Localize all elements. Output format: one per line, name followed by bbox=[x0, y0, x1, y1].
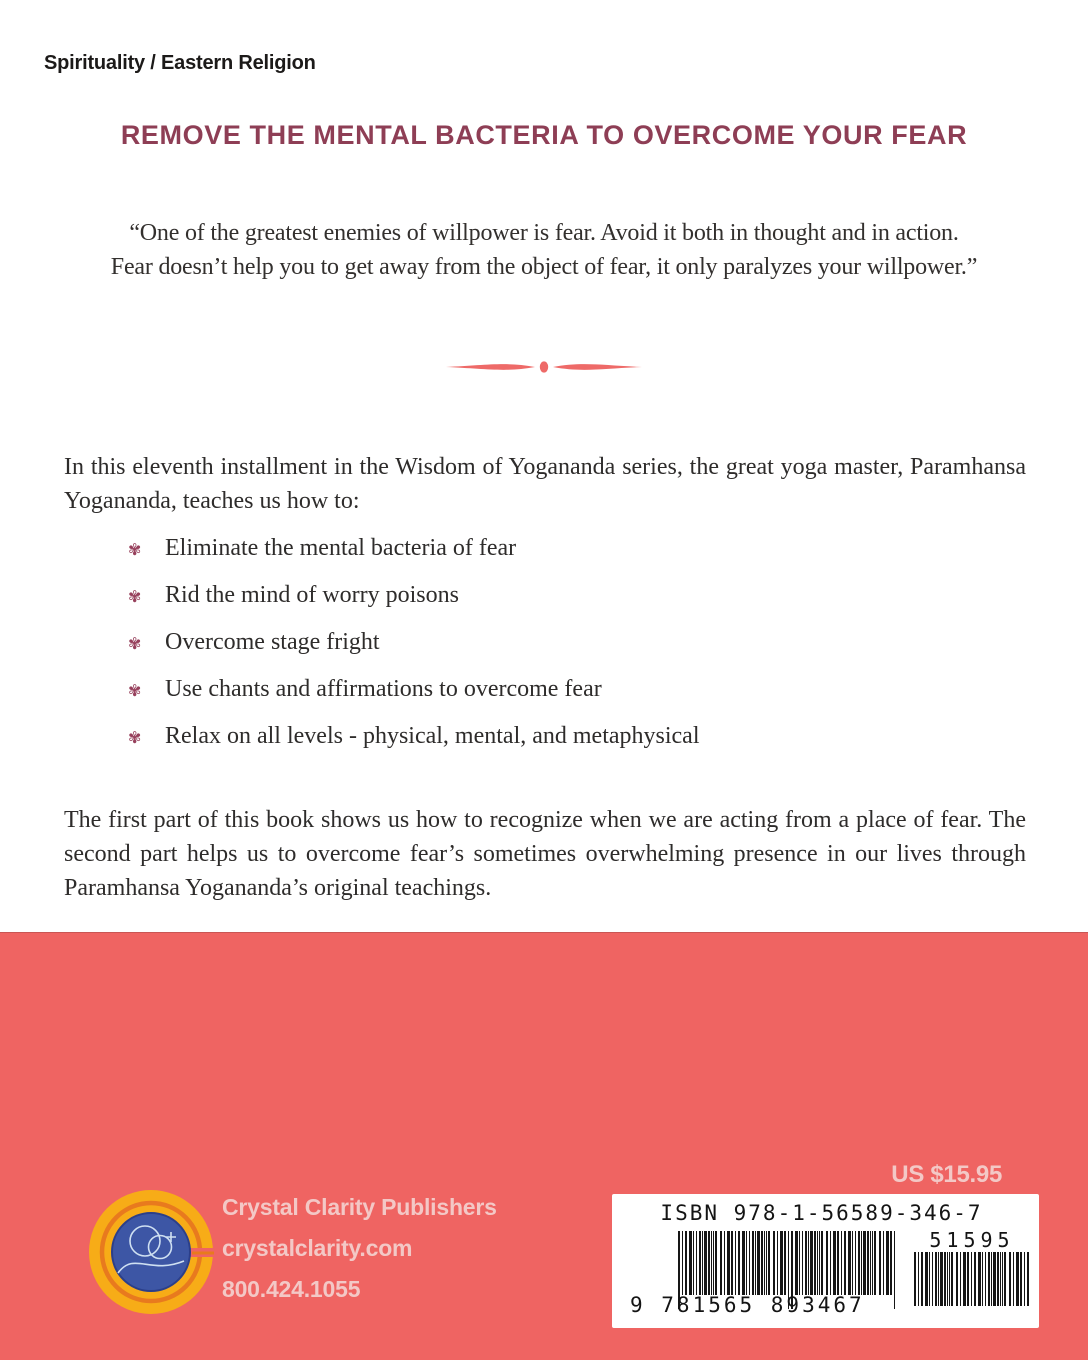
isbn-number: ISBN 978-1-56589-346-7 bbox=[660, 1201, 983, 1225]
ornamental-divider bbox=[0, 358, 1088, 381]
headline: REMOVE THE MENTAL BACTERIA TO OVERCOME YOUR FEAR bbox=[120, 120, 968, 150]
rosette-bullet-icon: ✾ bbox=[128, 728, 142, 747]
intro-paragraph: In this eleventh installment in the Wisdom of Yogananda series, the great yoga master, Paramhansa Yogananda, teaches us how to: bbox=[64, 454, 1026, 514]
list-item bbox=[128, 669, 700, 716]
crystal-clarity-logo-icon bbox=[88, 1189, 214, 1315]
list-item-text: Relax on all levels - physical, mental, and metaphysical bbox=[165, 723, 700, 749]
list-item-text: Rid the mind of worry poisons bbox=[165, 582, 459, 608]
category-label: Spirituality / Eastern Religion bbox=[44, 52, 316, 74]
rosette-bullet-icon: ✾ bbox=[128, 587, 142, 606]
publisher-phone: 800.424.1055 bbox=[222, 1276, 361, 1302]
price-label: US $15.95 bbox=[891, 1161, 1002, 1188]
list-item-text: Use chants and affirmations to overcome fear bbox=[165, 676, 602, 702]
rosette-bullet-icon: ✾ bbox=[128, 634, 142, 653]
barcode-panel bbox=[612, 1194, 1039, 1328]
price-addon-digits: 51595 bbox=[929, 1228, 1015, 1252]
rosette-bullet-icon: ✾ bbox=[128, 540, 142, 559]
publisher-name: Crystal Clarity Publishers bbox=[222, 1194, 497, 1220]
ean-digits: 9 781565 893467 bbox=[630, 1293, 865, 1317]
quote-line-2: Fear doesn’t help you to get away from the object of fear, it only paralyzes your willpower.” bbox=[110, 254, 978, 280]
price-addon-barcode bbox=[914, 1252, 1030, 1306]
outro-paragraph: The first part of this book shows us how to recognize when we are acting from a place of fear. The second part helps us to overcome fear’s sometimes overwhelming presence in our lives through Paramhansa Yogananda’s original teachings. bbox=[64, 807, 1026, 901]
list-item bbox=[128, 622, 700, 669]
list-item-text: Eliminate the mental bacteria of fear bbox=[165, 535, 517, 561]
quote-block bbox=[40, 216, 1048, 284]
rosette-bullet-icon: ✾ bbox=[128, 681, 142, 700]
list-item-text: Overcome stage fright bbox=[165, 629, 380, 655]
spindle-divider-icon bbox=[444, 358, 644, 376]
ean-barcode bbox=[678, 1231, 898, 1295]
list-item bbox=[128, 528, 700, 575]
quote-line-1: “One of the greatest enemies of willpower is fear. Avoid it both in thought and in action. bbox=[129, 220, 959, 246]
publisher-band bbox=[0, 932, 1088, 1360]
list-item bbox=[128, 716, 700, 763]
publisher-info bbox=[222, 1187, 497, 1310]
list-item bbox=[128, 575, 700, 622]
publisher-website: crystalclarity.com bbox=[222, 1235, 413, 1261]
benefits-list bbox=[128, 528, 700, 763]
